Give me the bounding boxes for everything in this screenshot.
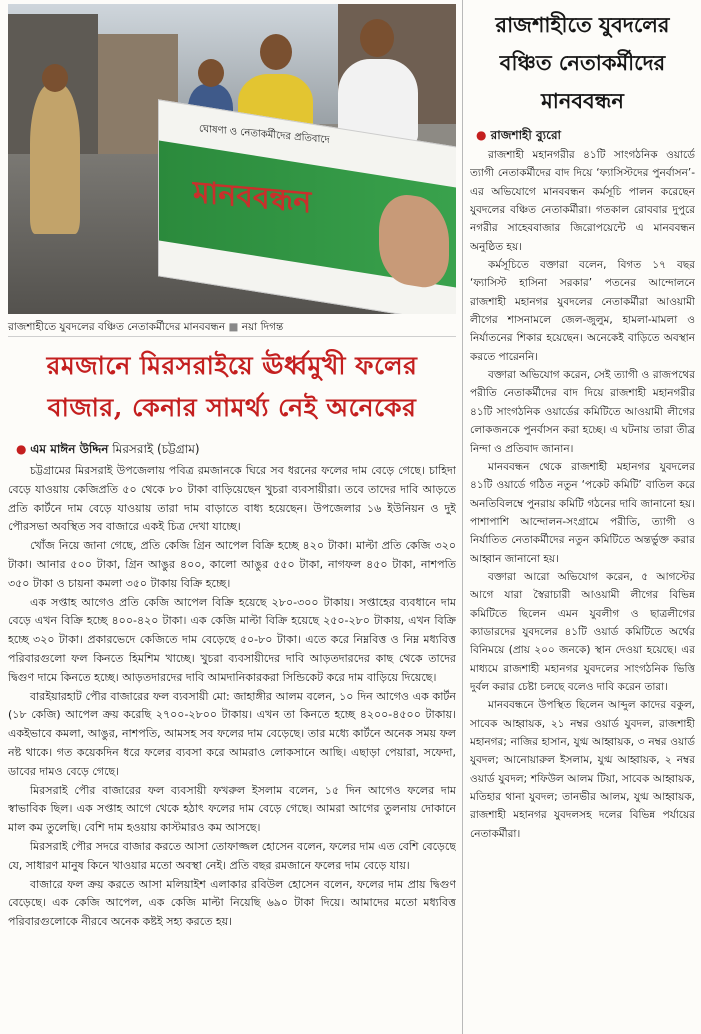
right-paragraph: কর্মসূচিতে বক্তারা বলেন, বিগত ১৭ বছর ‘ফ্যাসিস্ট হাসিনা সরকার’ পতনের আন্দোলনে রাজশাহী মহানগর যুবদলের নেতাকর্মীরা আওয়ামী লীগের শাসনামলে জেল-জুলুম, হামলা-মামলা ও নির্যাতনের শিকার হয়েছেন। অনেকেই বাড়িতে অবস্থান করতে পারেননি। [470,259,695,363]
photo-person-1 [30,84,80,234]
right-headline: রাজশাহীতে যুবদলের বঞ্চিত নেতাকর্মীদের মানববন্ধন [495,12,670,113]
left-paragraph: মিরসরাই পৌর বাজারের ফল ব্যবসায়ী ফখরুল ইসলাম বলেন, ১৫ দিন আগেও ফলের দাম স্বাভাবিক ছিল। এক সপ্তাহ আগে থেকে হঠাৎ ফলের দাম বেড়ে গেছে। আমরা আগের তুলনায় দোকানে মাল কম তুলেছি। বেশি দাম হওয়ায় কাস্টমারও কম আসছে। [8,783,456,835]
photo-credit: নয়া দিগন্ত [241,321,284,333]
photo-caption [8,318,456,337]
right-paragraph: বক্তারা অভিযোগ করেন, সেই ত্যাগী ও রাজপথের পরীতি নেতাকর্মীদের বাদ দিয়ে রাজশাহী মহানগরীর ৪১টি সাংগঠনিক ওয়ার্ডের কমিটিতে আওয়ামী লীগের লোকজনকে পুনর্বাসন করা হচ্ছে। এ ঘটনায় তারা তীব্র নিন্দা ও প্রতিবাদ জানান। [470,369,695,455]
protest-photo [8,4,456,314]
left-paragraph: মিরসরাই পৌর সদরে বাজার করতে আসা তোফাজ্জল হোসেন বলেন, ফলের দাম এত বেশি বেড়েছে যে, সাধারণ মানুষ কিনে খাওয়ার মতো অবস্থা নেই। প্রতি বছর রমজানে ফলের দাম বেড়ে যায়। [8,839,456,872]
right-paragraph: বক্তারা আরো অভিযোগ করেন, ৫ আগস্টের আগে যারা স্বৈরাচারী আওয়ামী লীগের বিভিন্ন কমিটিতে ছিলেন এমন যুবলীগ ও ছাত্রলীগের ক্যাডারদের যুবদলের ৪১টি ওয়ার্ড কমিটিতে অর্থের বিনিময়ে (প্রায় ২০০ জনকে) স্থান দেওয়া হয়েছে। এর মাধ্যমে রাজশাহী মহানগর যুবদলের সাংগঠনিক ভিত্তি দুর্বল করার চেষ্টা চলছে বলেও দাবি করেন তারা। [470,570,695,693]
photo-head-3 [360,19,394,57]
right-byline [476,126,695,144]
right-paragraph: রাজশাহী মহানগরীর ৪১টি সাংগঠনিক ওয়ার্ডে ত্যাগী নেতাকর্মীদের বাদ দিয়ে ‘ফ্যাসিস্টদের পুনর্বাসন’-এর অভিযোগে মানববন্ধন কর্মসূচি পালন করেছেন যুবদলের বঞ্চিত নেতাকর্মীরা। গতকাল রোববার দুপুরে নগরীর সাহেববাজার জিরোপয়েন্টে এ মানববন্ধন অনুষ্ঠিত হয়। [470,149,695,253]
left-paragraph: চট্টগ্রামের মিরসরাই উপজেলায় পবিত্র রমজানকে ঘিরে সব ধরনের ফলের দাম বেড়ে গেছে। চাহিদা বেড়ে যাওয়ায় কেজিপ্রতি ৫০ থেকে ৮০ টাকা বাড়িয়েছেন খুচরা ব্যবসায়ীরা। তবে তাদের দাবি আড়তে প্রতি কার্টনে দাম বেড়ে যাওয়ায় তারা দাম বাড়াতে বাধ্য হয়েছেন। উপজেলার ১৬ ইউনিয়ন ও দুই পৌরসভা অবস্থিত সব বাজারে একই চিত্র দেখা যাচ্ছে। [8,464,456,534]
right-byline-text: রাজশাহী ব্যুরো [490,128,562,142]
caption-separator-icon: ■ [228,321,242,333]
column-divider [462,0,463,1034]
photo-head-4 [198,59,224,87]
left-headline: রমজানে মিরসরাইয়ে ঊর্ধ্বমুখী ফলের বাজার, কেনার সামর্থ্য নেই অনেকের [46,351,418,422]
byline-name: এম মাঈন উদ্দিন [30,442,109,456]
photo-head-2 [260,34,292,70]
byline-bullet-icon: ● [16,442,31,456]
banner-top-text: ঘোষণা ও নেতাকর্মীদের প্রতিবাদে [199,123,330,146]
left-byline [16,440,456,458]
left-paragraph: খোঁজ নিয়ে জানা গেছে, প্রতি কেজি গ্রিন আপেল বিক্রি হচ্ছে ৪২০ টাকা। মাল্টা প্রতি কেজি ৩২০ টাকা। আনার ৫০০ টাকা, গ্রিন আঙুর ৪০০, কালো আঙুর ৫৫০ টাকা, নাগফল ৪৫০ টাকা, নাশপতি ৩৫০ টাকা ও চায়না কমলা ৩৫০ টাকায় বিক্রি হচ্ছে। [8,539,456,590]
right-byline-bullet-icon: ● [476,128,491,142]
left-column [8,0,456,1034]
byline-place: মিরসরাই (চট্টগ্রাম) [112,442,200,456]
photo-head-1 [42,64,68,92]
left-paragraph: বাজারে ফল ক্রয় করতে আসা মলিয়াইশ এলাকার রবিউল হোসেন বলেন, ফলের দাম প্রায় দ্বিগুণ বেড়েছে। এক কেজি আপেল, এক কেজি মাল্টা নিয়েছি ৬৯০ টাকা দিয়ে। আমাদের মতো মধ্যবিত্ত পরিবারগুলোকে নীরবে অনেক কষ্টই সহ্য করতে হয়। [8,877,456,929]
left-paragraph: বারইয়ারহাট পৌর বাজারের ফল ব্যবসায়ী মো: জাহাঙ্গীর আলম বলেন, ১০ দিন আগেও এক কার্টন (১৮ কেজি) আপেল ক্রয় করেছি ২৭০০-২৮০০ টাকায়। এখন তা কিনতে হচ্ছে ৪২০০-৪৫০০ টাকায়। একইভাবে কমলা, আঙুর, নাশপতি, আমসহ সব ফলের দাম বেড়েছে। তার মধ্যে কার্টনে অনেক সময় ফল নষ্ট থাকে। গত কয়েকদিন ধরে ফলের ব্যবসা করে আমরাও লোকসানে আছি। এছাড়া পেয়ারা, সফেদা, ডাবের দামও বেড়ে গেছে। [8,689,456,778]
left-paragraph: এক সপ্তাহ আগেও প্রতি কেজি আপেল বিক্রি হয়েছে ২৮০-৩০০ টাকায়। সপ্তাহের ব্যবধানে দাম বেড়ে এখন বিক্রি হচ্ছে ৪০০-৪২০ টাকা। এক কেজি মাল্টা বিক্রি হয়েছে ২৫০-২৮০ টাকায়, এখন বিক্রি হচ্ছে ৩২০ টাকা। প্রকারভেদে কেজিতে দাম বেড়েছে ৫০-৮০ টাকা। এতে করে নিম্নবিত্ত ও নিম্ন মধ্যবিত্ত পরিবারগুলো ফল কিনতে হিমশিম খাচ্ছে। খুচরা ব্যবসায়ীদের দাবি আড়তদারদের কাছ থেকে তাদের দ্বিগুণ দামে কিনতে হচ্ছে। আড়তদারদের দাবি আমদানিকারকরা সিন্ডিকেট করে দাম বাড়িয়ে দিয়েছে। [8,595,456,684]
right-article-body [470,146,695,1026]
right-paragraph: মানববন্ধন থেকে রাজশাহী মহানগর যুবদলের ৪১টি ওয়ার্ডে গঠিত নতুন ‘পকেট কমিটি’ বাতিল করে অনতিবিলম্বে পুনরায় কমিটি গঠনের দাবি জানানো হয়। পাশাপাশি আন্দোলন-সংগ্রামে পরীতি, ত্যাগী ও নির্যাতিত নেতাকর্মীদের নতুন কমিটিতে অন্তর্ভুক্ত করার আহ্বান জানানো হয়। [470,460,695,565]
photo-caption-text: রাজশাহীতে যুবদলের বঞ্চিত নেতাকর্মীদের মানববন্ধন [8,321,226,333]
left-article-body [8,462,456,1027]
right-column [470,0,695,1034]
banner-main-text: মানববন্ধন [193,174,312,221]
right-paragraph: মানববন্ধনে উপস্থিত ছিলেন আব্দুল কাদের বকুল, সাবেক আহ্বায়ক, ২১ নম্বর ওয়ার্ড যুবদল, রাজশাহী মহানগর; নাজির হাসান, যুগ্ম আহ্বায়ক, ৩ নম্বর ওয়ার্ড যুবদল; আনোয়ারুল ইসলাম, যুগ্ম আহ্বায়ক, ২ নম্বর ওয়ার্ড যুবদল; শফিউল আলম টিয়া, সাবেক আহ্বায়ক, মতিহার থানা যুবদল; তানভীর আলম, যুগ্ম আহ্বায়ক, রাজশাহী মহানগর যুবদলসহ দলের বিভিন্ন পর্যায়ের নেতাকর্মীরা। [470,699,695,840]
